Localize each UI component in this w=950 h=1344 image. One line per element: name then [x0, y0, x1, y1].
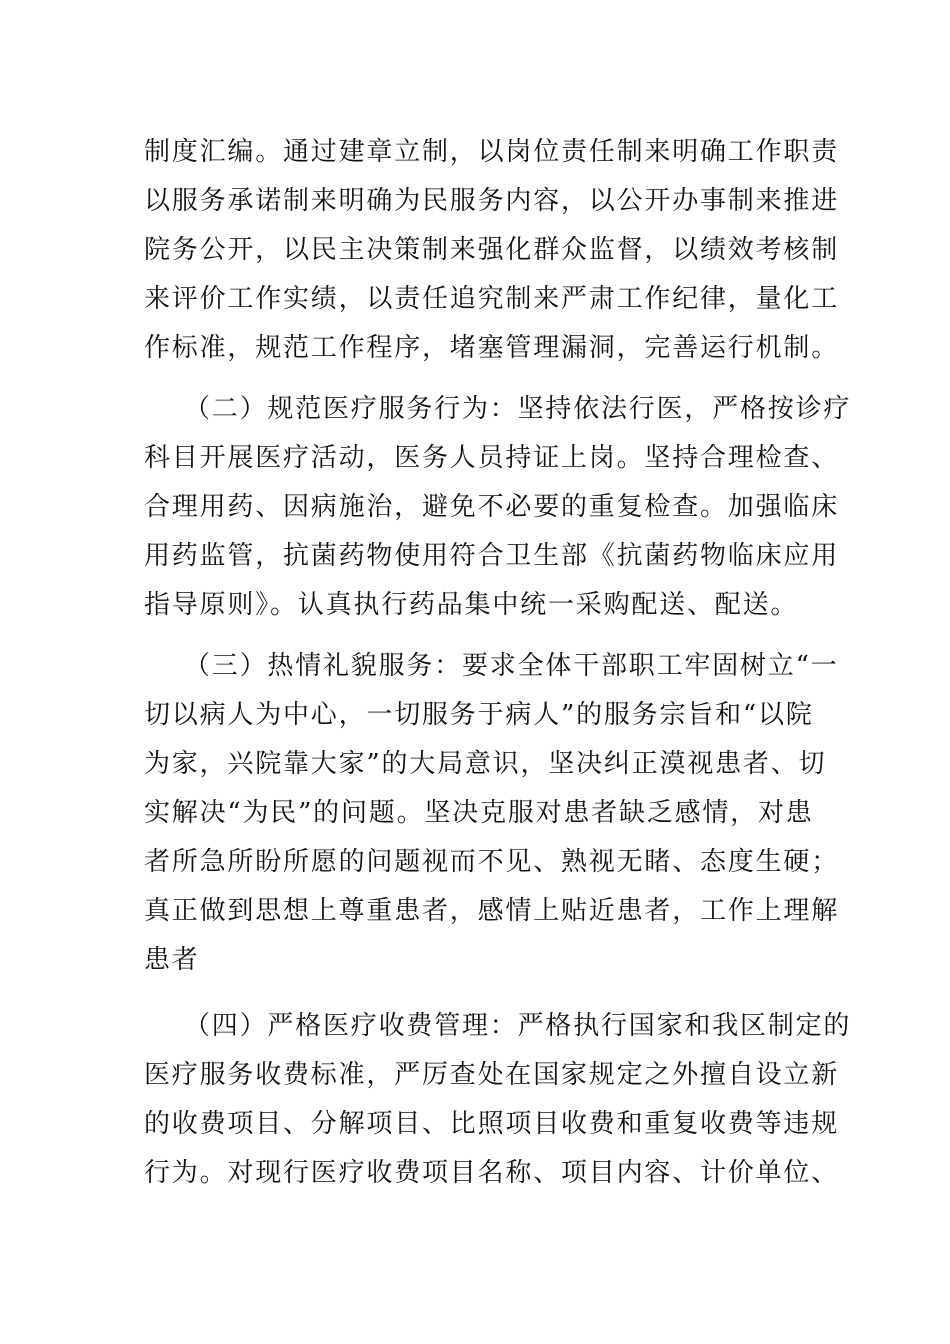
section-heading-line: （三）热情礼貌服务：要求全体干部职工牢固树立“一 — [184, 651, 839, 681]
text-line: 医疗服务收费标准，严厉查处在国家规定之外擅自设立新 — [144, 1060, 840, 1090]
text-line: 为家，兴院靠大家”的大局意识，坚决纠正漠视患者、切 — [144, 749, 827, 779]
text-line: 合理用药、因病施治，避免不必要的重复检查。加强临床 — [144, 492, 840, 522]
text-line: 作标准，规范工作程序，堵塞管理漏洞，完善运行机制。 — [144, 333, 840, 363]
section-heading-line: （四）严格医疗收费管理：严格执行国家和我区制定的 — [184, 1011, 852, 1041]
text-line: 制度汇编。通过建章立制，以岗位责任制来明确工作职责 — [144, 137, 840, 167]
section-heading-line: （二）规范医疗服务行为：坚持依法行医，严格按诊疗 — [184, 394, 852, 424]
text-line: 行为。对现行医疗收费项目名称、项目内容、计价单位、 — [144, 1158, 840, 1188]
text-line: 来评价工作实绩，以责任追究制来严肃工作纪律，量化工 — [144, 284, 840, 314]
text-line: 实解决“为民”的问题。坚决克服对患者缺乏感情，对患 — [144, 798, 814, 828]
text-line: 以服务承诺制来明确为民服务内容，以公开办事制来推进 — [144, 186, 840, 216]
text-line: 院务公开，以民主决策制来强化群众监督，以绩效考核制 — [144, 235, 840, 265]
text-line: 患者 — [144, 945, 200, 975]
text-line: 用药监管，抗菌药物使用符合卫生部《抗菌药物临床应用 — [144, 541, 840, 571]
text-line: 者所急所盼所愿的问题视而不见、熟视无睹、态度生硬； — [144, 847, 840, 877]
text-line: 的收费项目、分解项目、比照项目收费和重复收费等违规 — [144, 1109, 840, 1139]
text-line: 科目开展医疗活动，医务人员持证上岗。坚持合理检查、 — [144, 443, 840, 473]
text-line: 指导原则》。认真执行药品集中统一采购配送、配送。 — [144, 590, 799, 620]
text-line: 真正做到思想上尊重患者，感情上贴近患者，工作上理解 — [144, 896, 840, 926]
text-line: 切以病人为中心，一切服务于病人”的服务宗旨和“以院 — [144, 700, 814, 730]
